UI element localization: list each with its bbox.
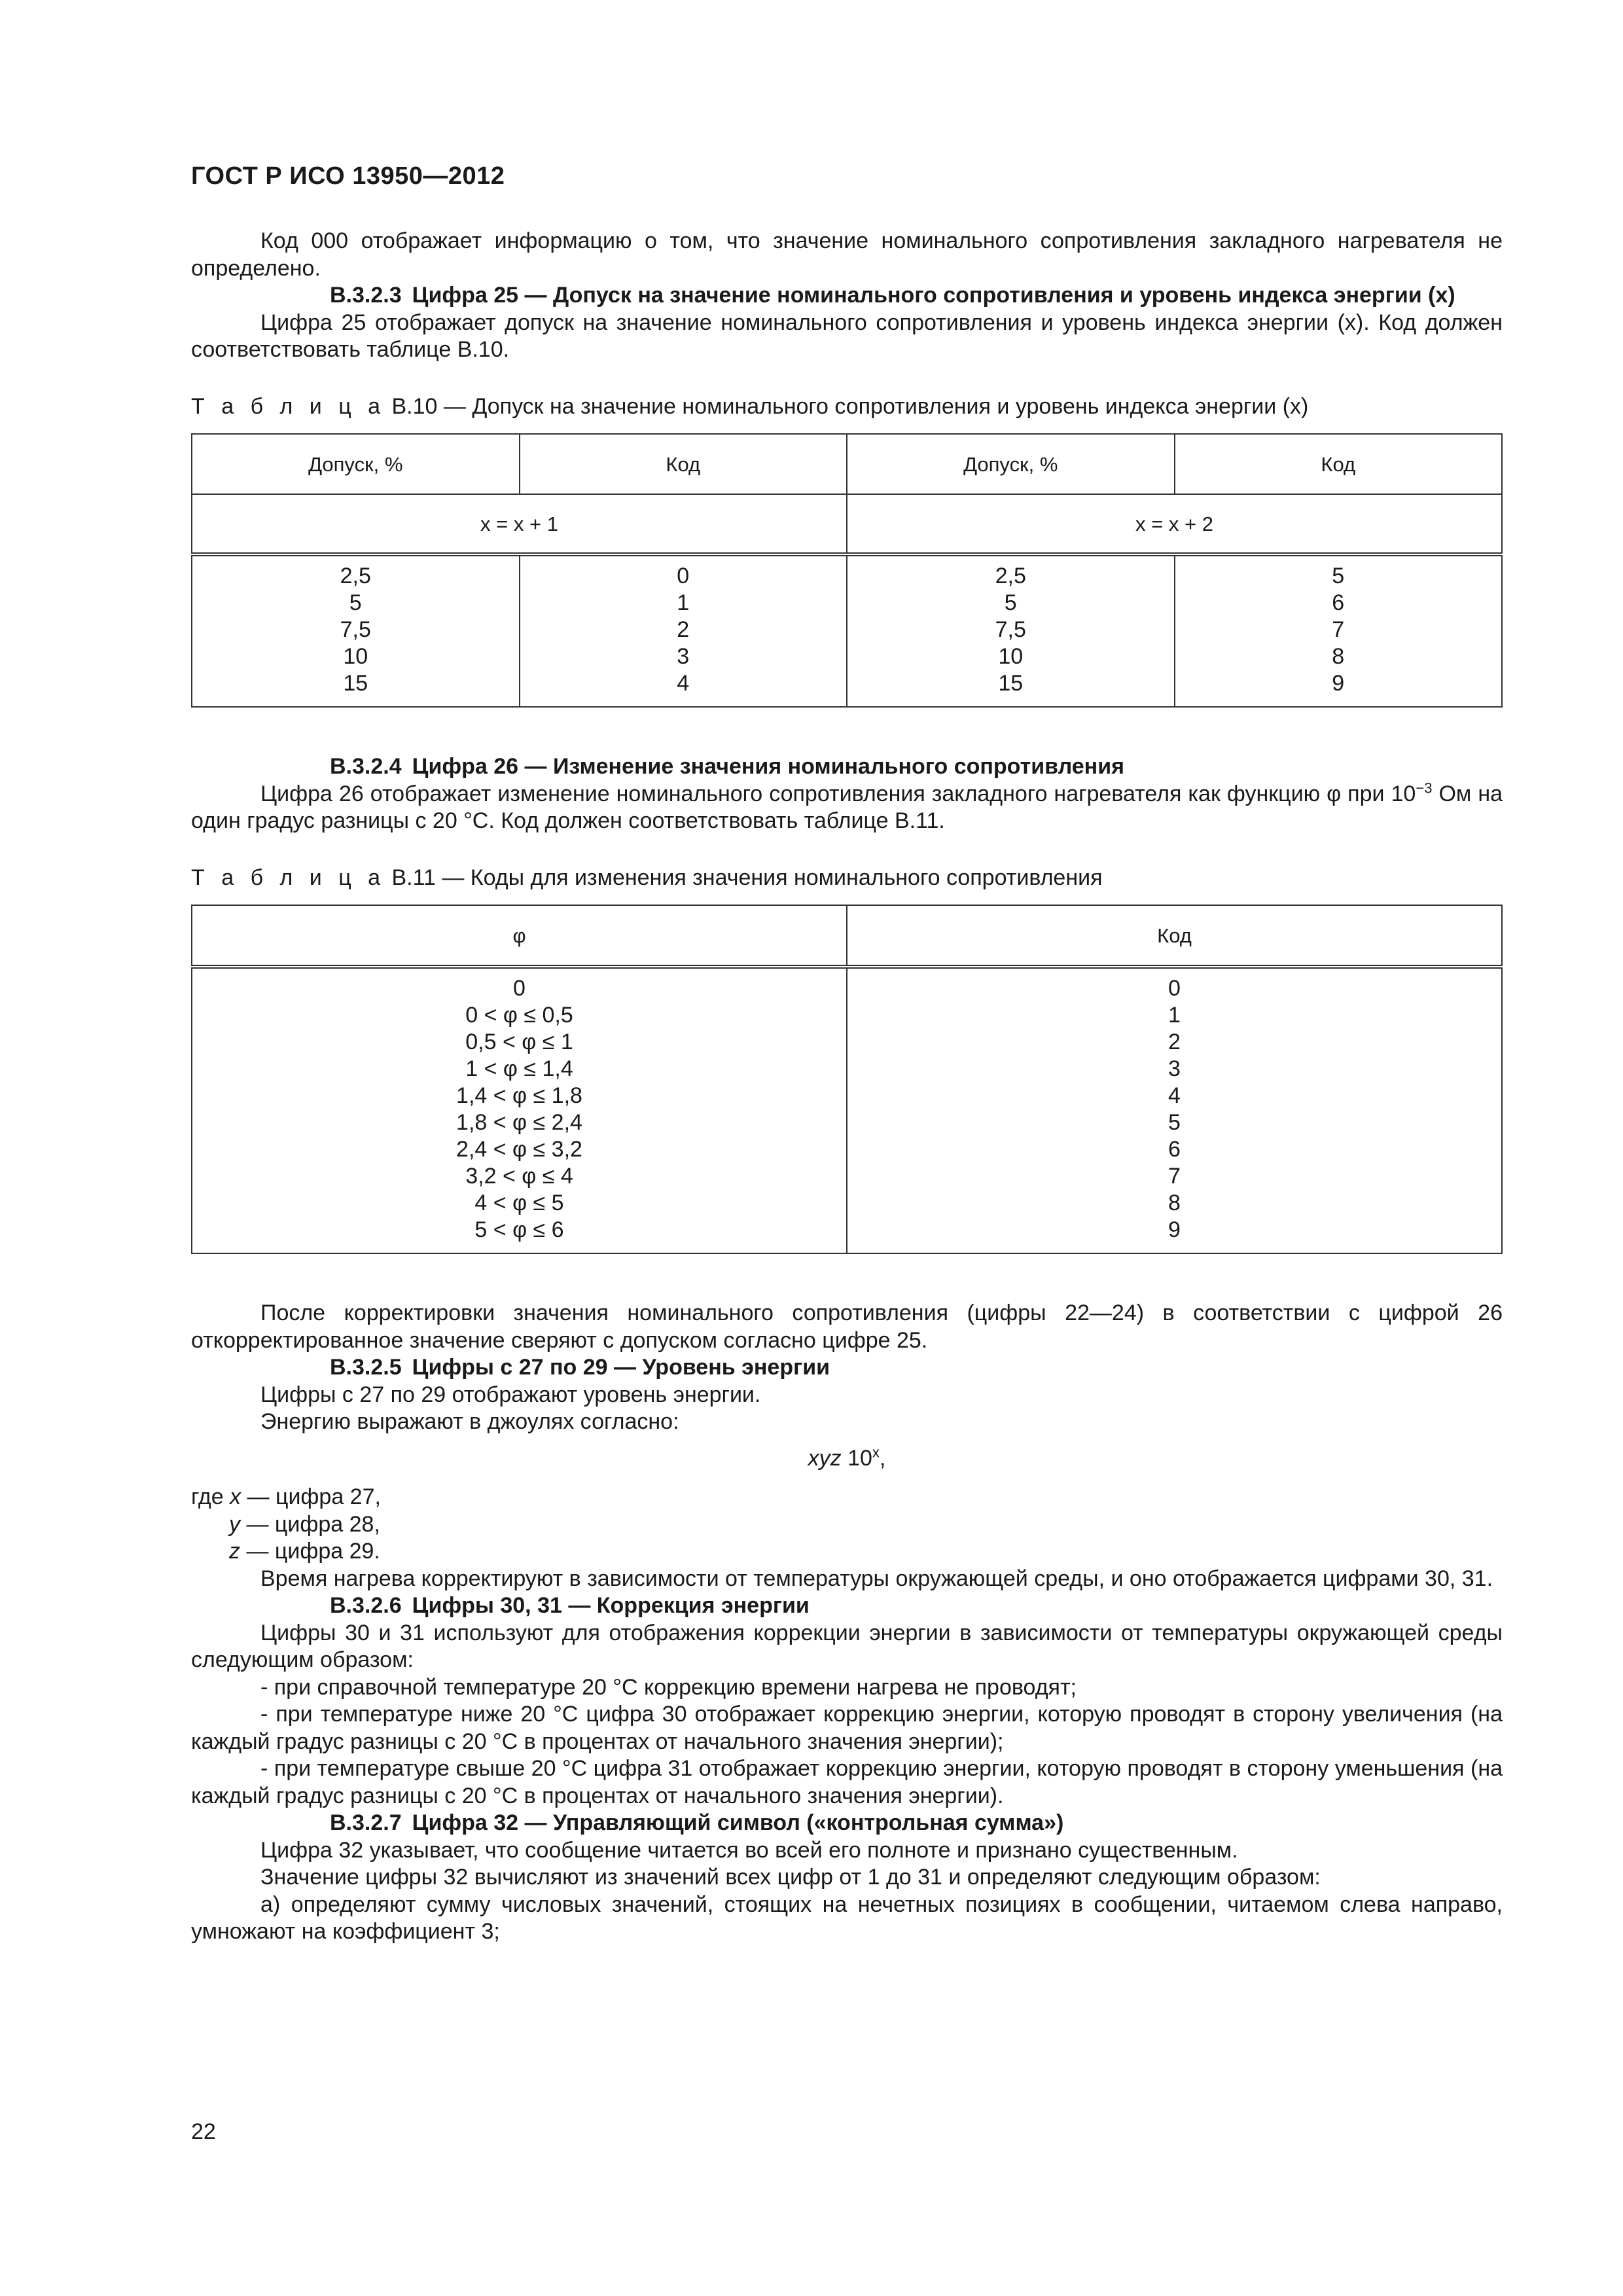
- table-b11: [191, 905, 1503, 1254]
- variable: z: [229, 1539, 240, 1564]
- table-label: Т а б л и ц а: [191, 393, 386, 419]
- paragraph: а) определяют сумму числовых значений, стоящих на нечетных позициях в сообщении, читаемом слева направо, умножают на коэффициент 3;: [191, 1892, 1503, 1944]
- table-header-row: [192, 434, 1502, 494]
- code-column: [847, 967, 1502, 1253]
- cell-value: 0: [513, 976, 526, 1001]
- table-caption-text: В.11 — Коды для изменения значения номинального сопротивления: [391, 865, 1103, 890]
- table-row: [192, 554, 1502, 707]
- section-heading-b327: [191, 1810, 1503, 1837]
- group-cell: x = x + 1: [192, 494, 847, 554]
- cell-value: 5 < φ ≤ 6: [474, 1217, 564, 1242]
- cell-value: 0: [1168, 976, 1181, 1001]
- section-heading-b325: [191, 1354, 1503, 1382]
- text-part: Ом на один градус разницы с 20 °С. Код должен соответствовать таблице В.11.: [191, 781, 1503, 833]
- code-column-2: [1175, 554, 1503, 707]
- list-item: - при справочной температуре 20 °С коррекцию времени нагрева не проводят;: [260, 1674, 1077, 1700]
- cell-value: 0,5 < φ ≤ 1: [465, 1030, 573, 1054]
- page-content: [191, 228, 1503, 1946]
- paragraph: Энергию выражают в джоулях согласно:: [260, 1409, 679, 1434]
- header-cell: Допуск, %: [192, 434, 520, 494]
- section-title: Цифра 26 — Изменение значения номинального сопротивления: [412, 754, 1124, 779]
- cell-value: 7,5: [995, 617, 1026, 642]
- cell-value: 1: [677, 590, 690, 615]
- cell-value: 2,4 < φ ≤ 3,2: [456, 1137, 582, 1162]
- tolerance-column-2: [847, 554, 1175, 707]
- section-title: Цифра 32 — Управляющий символ («контрольная сумма»): [412, 1810, 1064, 1835]
- table-row: [192, 967, 1502, 1253]
- paragraph: Цифры с 27 по 29 отображают уровень энергии.: [260, 1382, 761, 1407]
- paragraph: Цифра 25 отображает допуск на значение номинального сопротивления и уровень индекса энергии (x). Код должен соответствовать таблице В.10.: [191, 310, 1503, 362]
- cell-value: 1,8 < φ ≤ 2,4: [456, 1110, 582, 1135]
- variable: x: [230, 1484, 241, 1509]
- cell-value: 2: [1168, 1030, 1181, 1054]
- paragraph: Время нагрева корректируют в зависимости от температуры окружающей среды, и оно отображается цифрами 30, 31.: [260, 1566, 1493, 1591]
- variable-desc: — цифра 27,: [241, 1484, 381, 1509]
- section-heading-b323: [191, 282, 1503, 310]
- where-line: [191, 1511, 1503, 1539]
- cell-value: 15: [343, 671, 368, 696]
- energy-formula: [191, 1445, 1503, 1473]
- section-heading-b326: [191, 1592, 1503, 1620]
- text-part: Цифра 26 отображает изменение номинального сопротивления закладного нагревателя как функцию φ при 10: [260, 781, 1416, 806]
- where-prefix: где: [191, 1484, 230, 1509]
- cell-value: 2,5: [995, 564, 1026, 588]
- cell-value: 3: [1168, 1056, 1181, 1081]
- table-caption-text: В.10 — Допуск на значение номинального сопротивления и уровень индекса энергии (x): [391, 393, 1309, 419]
- list-item: - при температуре ниже 20 °С цифра 30 отображает коррекцию энергии, которую проводят в сторону увеличения (на каждый градус разницы с 20 °С в процентах от начального значения энергии);: [191, 1702, 1503, 1754]
- table-label: Т а б л и ц а: [191, 865, 386, 890]
- cell-value: 5: [1168, 1110, 1181, 1135]
- cell-value: 3: [677, 644, 690, 669]
- cell-value: 10: [343, 644, 368, 669]
- cell-value: 7: [1332, 617, 1345, 642]
- page-header: ГОСТ Р ИСО 13950—2012: [191, 162, 505, 190]
- table-caption-b10: [191, 393, 1503, 421]
- cell-value: 1: [1168, 1003, 1181, 1028]
- formula-end: ,: [879, 1445, 886, 1471]
- cell-value: 8: [1168, 1191, 1181, 1215]
- cell-value: 7: [1168, 1164, 1181, 1189]
- header-cell: φ: [192, 905, 847, 967]
- page-number: 22: [191, 2119, 216, 2144]
- cell-value: 15: [998, 671, 1024, 696]
- cell-value: 4 < φ ≤ 5: [474, 1191, 564, 1215]
- cell-value: 5: [1004, 590, 1017, 615]
- cell-value: 8: [1332, 644, 1345, 669]
- cell-value: 1,4 < φ ≤ 1,8: [456, 1083, 582, 1108]
- cell-value: 2: [677, 617, 690, 642]
- cell-value: 5: [1332, 564, 1345, 588]
- section-number: B.3.2.3: [330, 283, 402, 308]
- cell-value: 9: [1168, 1217, 1181, 1242]
- section-title: Цифры 30, 31 — Коррекция энергии: [412, 1593, 810, 1618]
- superscript: −3: [1416, 780, 1433, 797]
- section-number: B.3.2.7: [330, 1810, 402, 1835]
- cell-value: 7,5: [340, 617, 371, 642]
- table-group-row: [192, 494, 1502, 554]
- where-line: [191, 1484, 1503, 1511]
- section-number: B.3.2.6: [330, 1593, 402, 1618]
- header-cell: Код: [847, 905, 1502, 967]
- cell-value: 0 < φ ≤ 0,5: [465, 1003, 573, 1028]
- variable-desc: — цифра 29.: [240, 1539, 380, 1564]
- table-header-row: [192, 905, 1502, 967]
- formula-variables: xyz: [808, 1445, 842, 1471]
- list-item: - при температуре свыше 20 °С цифра 31 отображает коррекцию энергии, которую проводят в сторону уменьшения (на каждый градус разницы с 20 °С в процентах от начального значения энергии).: [191, 1756, 1503, 1808]
- cell-value: 6: [1332, 590, 1345, 615]
- formula-base: 10: [841, 1445, 872, 1471]
- section-heading-b324: [191, 753, 1503, 781]
- formula-exponent: x: [872, 1444, 880, 1461]
- header-cell: Допуск, %: [847, 434, 1175, 494]
- paragraph: После корректировки значения номинального сопротивления (цифры 22—24) в соответствии с цифрой 26 откорректированное значение сверяют с допуском согласно цифре 25.: [191, 1300, 1503, 1353]
- paragraph: Цифра 32 указывает, что сообщение читается во всей его полноте и признано существенным.: [260, 1837, 1238, 1863]
- code-column-1: [520, 554, 847, 707]
- section-title: Цифры с 27 по 29 — Уровень энергии: [412, 1355, 830, 1380]
- group-cell: x = x + 2: [847, 494, 1502, 554]
- header-cell: Код: [520, 434, 847, 494]
- paragraph: [191, 781, 1503, 835]
- table-b10: [191, 433, 1503, 708]
- table-caption-b11: [191, 865, 1503, 892]
- cell-value: 2,5: [340, 564, 371, 588]
- cell-value: 6: [1168, 1137, 1181, 1162]
- variable: y: [229, 1511, 240, 1537]
- cell-value: 1 < φ ≤ 1,4: [465, 1056, 573, 1081]
- cell-value: 5: [349, 590, 362, 615]
- paragraph: Цифры 30 и 31 используют для отображения коррекции энергии в зависимости от температуры окружающей среды следующим образом:: [191, 1620, 1503, 1672]
- section-number: B.3.2.5: [330, 1355, 402, 1380]
- tolerance-column-1: [192, 554, 520, 707]
- header-cell: Код: [1175, 434, 1503, 494]
- cell-value: 4: [1168, 1083, 1181, 1108]
- section-title: Цифра 25 — Допуск на значение номинального сопротивления и уровень индекса энергии (x): [412, 283, 1455, 308]
- where-line: [191, 1538, 1503, 1566]
- variable-desc: — цифра 28,: [240, 1511, 380, 1537]
- cell-value: 0: [677, 564, 690, 588]
- phi-column: [192, 967, 847, 1253]
- section-number: B.3.2.4: [330, 754, 402, 779]
- paragraph: Значение цифры 32 вычисляют из значений всех цифр от 1 до 31 и определяют следующим образом:: [260, 1865, 1321, 1890]
- intro-paragraph: Код 000 отображает информацию о том, что значение номинального сопротивления закладного нагревателя не определено.: [191, 228, 1503, 281]
- cell-value: 9: [1332, 671, 1345, 696]
- cell-value: 3,2 < φ ≤ 4: [465, 1164, 573, 1189]
- cell-value: 10: [998, 644, 1024, 669]
- cell-value: 4: [677, 671, 690, 696]
